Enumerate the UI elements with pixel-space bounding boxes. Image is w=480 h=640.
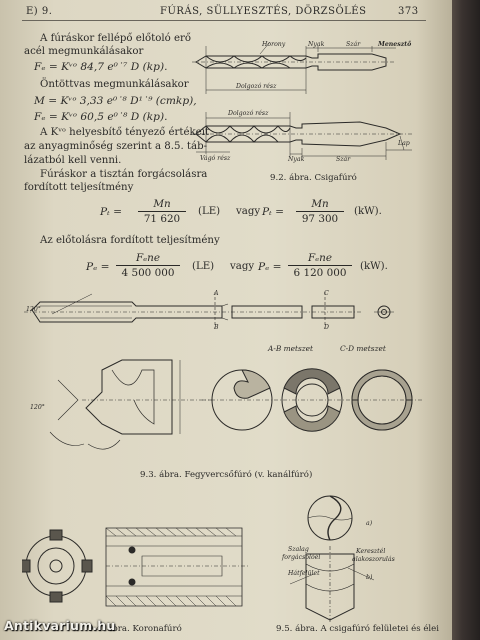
fraction-denominator: 4 500 000 xyxy=(121,267,175,279)
figure-caption-9-3: 9.3. ábra. Fegyvercsőfúró (v. kanálfúró) xyxy=(140,470,313,480)
formula-pe-lhs: Pₑ = xyxy=(86,261,110,273)
header-title: FÚRÁS, SÜLLYESZTÉS, DÖRZSÖLÉS xyxy=(160,6,367,17)
label-angle-top: 120° xyxy=(26,306,41,313)
label-horony: Horony xyxy=(262,41,286,48)
label-d: D xyxy=(324,324,329,331)
fraction-numerator: Mn xyxy=(153,198,171,210)
connector-word: vagy xyxy=(230,261,255,272)
text-line: Az előtolásra fordított teljesítmény xyxy=(40,235,220,246)
fraction-numerator: Fₑne xyxy=(307,252,333,264)
header-rule xyxy=(22,20,426,21)
unit-label: (kW). xyxy=(360,261,388,272)
unit-label: (kW). xyxy=(354,206,382,217)
label-section-cd: C-D metszet xyxy=(340,344,386,353)
formula-pt-lhs: Pₜ = xyxy=(100,206,122,218)
text-line: lázatból kell venni. xyxy=(24,155,122,166)
label-menesztő: Menesztő xyxy=(378,41,412,48)
book-spine xyxy=(450,0,480,640)
label-view-b: b) xyxy=(366,574,373,581)
fraction-numerator: Fₑne xyxy=(135,252,161,264)
fraction-denominator: 6 120 000 xyxy=(293,267,347,279)
label-lap: Lap xyxy=(398,140,410,147)
label-szar-2: Szár xyxy=(336,156,351,163)
label-dolgozo-resz: Dolgozó rész xyxy=(236,83,277,90)
label-forgacsolo: forgácsolóél xyxy=(282,554,321,561)
label-szar: Szár xyxy=(346,41,361,48)
text-line: az anyagminőség szerint a 8.5. táb- xyxy=(24,141,208,152)
figure-gun-drill xyxy=(22,284,426,466)
label-section-ab: A-B metszet xyxy=(268,344,313,353)
figure-caption-9-2: 9.2. ábra. Csigafúró xyxy=(270,173,357,183)
text-line: fordított teljesítmény xyxy=(24,182,134,193)
page-number: 373 xyxy=(398,6,419,17)
formula-fe-castiron: Fₑ = Kᵛᵒ 60,5 e⁰˙⁸ D (kp). xyxy=(34,111,168,123)
figure-twist-drill xyxy=(190,32,426,172)
label-hatfelulet: Hátfelület xyxy=(288,570,320,577)
label-nyak-2: Nyak xyxy=(288,156,305,163)
fraction-pe-le xyxy=(116,252,180,279)
fraction-pe-kw xyxy=(288,252,352,279)
formula-fe-steel: Fₑ = Kᵛᵒ 84,7 e⁰˙⁷ D (kp). xyxy=(34,61,168,73)
label-c: C xyxy=(324,290,329,297)
label-a: A xyxy=(214,290,219,297)
connector-word: vagy xyxy=(236,206,261,217)
figure-caption-9-5: 9.5. ábra. A csigafúró felületei és élei xyxy=(276,624,440,634)
label-nyak: Nyak xyxy=(308,41,325,48)
unit-label: (LE) xyxy=(198,206,221,217)
label-ala: alakoszorulás xyxy=(352,556,395,563)
text-line: A fúráskor fellépő előtoló erő xyxy=(40,33,192,44)
text-line: Fúráskor a tisztán forgácsolásra xyxy=(40,169,208,180)
text-line: Öntöttvas megmunkálásakor xyxy=(40,79,189,90)
label-vago-resz: Vágó rész xyxy=(200,155,231,162)
label-szalag: Szalag xyxy=(288,546,309,553)
figure-crown-drill xyxy=(22,510,254,622)
header-section: E) 9. xyxy=(26,6,53,17)
formula-m-castiron: M = Kᵛᵒ 3,33 e⁰˙⁸ D¹˙⁹ (cmkp), xyxy=(34,95,197,107)
formula-pe-lhs-kw: Pₑ = xyxy=(258,261,282,273)
watermark-logo: Antikvarium.hu xyxy=(4,618,116,633)
fraction-denominator: 71 620 xyxy=(143,213,181,225)
figure-caption-9-4: 9.4. ábra. Koronafúró xyxy=(88,624,182,634)
fraction-denominator: 97 300 xyxy=(301,213,339,225)
fraction-pt-kw xyxy=(296,198,344,225)
fraction-numerator: Mn xyxy=(311,198,329,210)
text-line: A Kᵛᵒ helyesbítő tényező értékeit xyxy=(40,127,210,138)
unit-label: (LE) xyxy=(192,261,215,272)
label-view-a: a) xyxy=(366,520,373,527)
label-keresztel: Keresztél xyxy=(356,548,386,555)
label-angle-bottom: 120° xyxy=(30,404,45,411)
label-dolgozo-resz-2: Dolgozó rész xyxy=(228,110,269,117)
fraction-pt-le xyxy=(138,198,186,225)
text-line: acél megmunkálásakor xyxy=(24,46,144,57)
formula-pt-lhs-kw: Pₜ = xyxy=(262,206,284,218)
label-b: B xyxy=(214,324,219,331)
